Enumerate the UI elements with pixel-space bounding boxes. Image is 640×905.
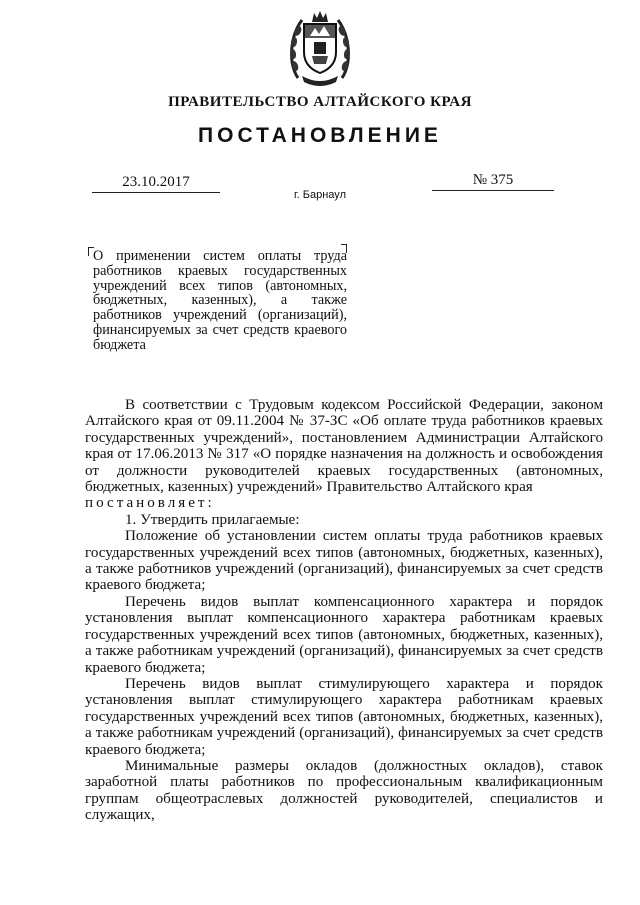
document-date: 23.10.2017 (92, 174, 220, 193)
resolves-word: постановляет: (85, 495, 215, 512)
coat-of-arms-emblem (288, 8, 352, 90)
item-incentive: Перечень видов выплат стимулирующего характера и порядок установления выплат стимулирующего характера работникам краевых государственных учреждений всех типов (автономных, бюджетных, казенных), а также работникам учреждений (организаций), финансируемых за счет средств краевого бюджета; (85, 675, 603, 758)
city: г. Барнаул (294, 189, 346, 201)
item-regulation: Положение об установлении систем оплаты труда работников краевых государственных учреждений всех типов (автономных, бюджетных, казенных), а также работников учреждений (организаций), финансируемых за счет средств краевого бюджета; (85, 528, 603, 594)
government-name: ПРАВИТЕЛЬСТВО АЛТАЙСКОГО КРАЯ (168, 94, 472, 110)
clause-1: 1. Утвердить прилагаемые: (125, 511, 300, 528)
item-minimum-salaries: Минимальные размеры окладов (должностных окладов), ставок заработной платы работников по профессиональным квалификационным группам общеотраслевых должностей руководителей, специалистов и служащих, (85, 757, 603, 824)
document-number: № 375 (432, 172, 554, 191)
preamble-paragraph: В соответствии с Трудовым кодексом Российской Федерации, законом Алтайского края от 09.11.2004 № 37-ЗС «Об оплате труда работников краевых государственных учреждений», постановлением Администрации Алтайского края от 17.06.2013 № 317 «О порядке назначения на должность и освобождения от должности руководителей краевых государственных (автономных, бюджетных, казенных) учреждений» Правительство Алтайского края (85, 397, 603, 496)
document-body (85, 397, 603, 824)
document-subject: О применении систем оплаты труда работников краевых государственных учреждений всех типов (автономных, бюджетных, казенных), а также работников учреждений (организаций), финансируемых за счет средств краевого бюджета (93, 248, 347, 353)
document-type: ПОСТАНОВЛЕНИЕ (198, 124, 442, 147)
item-compensation: Перечень видов выплат компенсационного характера и порядок установления выплат компенсационного характера работникам краевых государственных учреждений всех типов (автономных, бюджетных, казенных), а также работникам учреждений (организаций), финансируемых за счет средств краевого бюджета; (85, 593, 603, 676)
